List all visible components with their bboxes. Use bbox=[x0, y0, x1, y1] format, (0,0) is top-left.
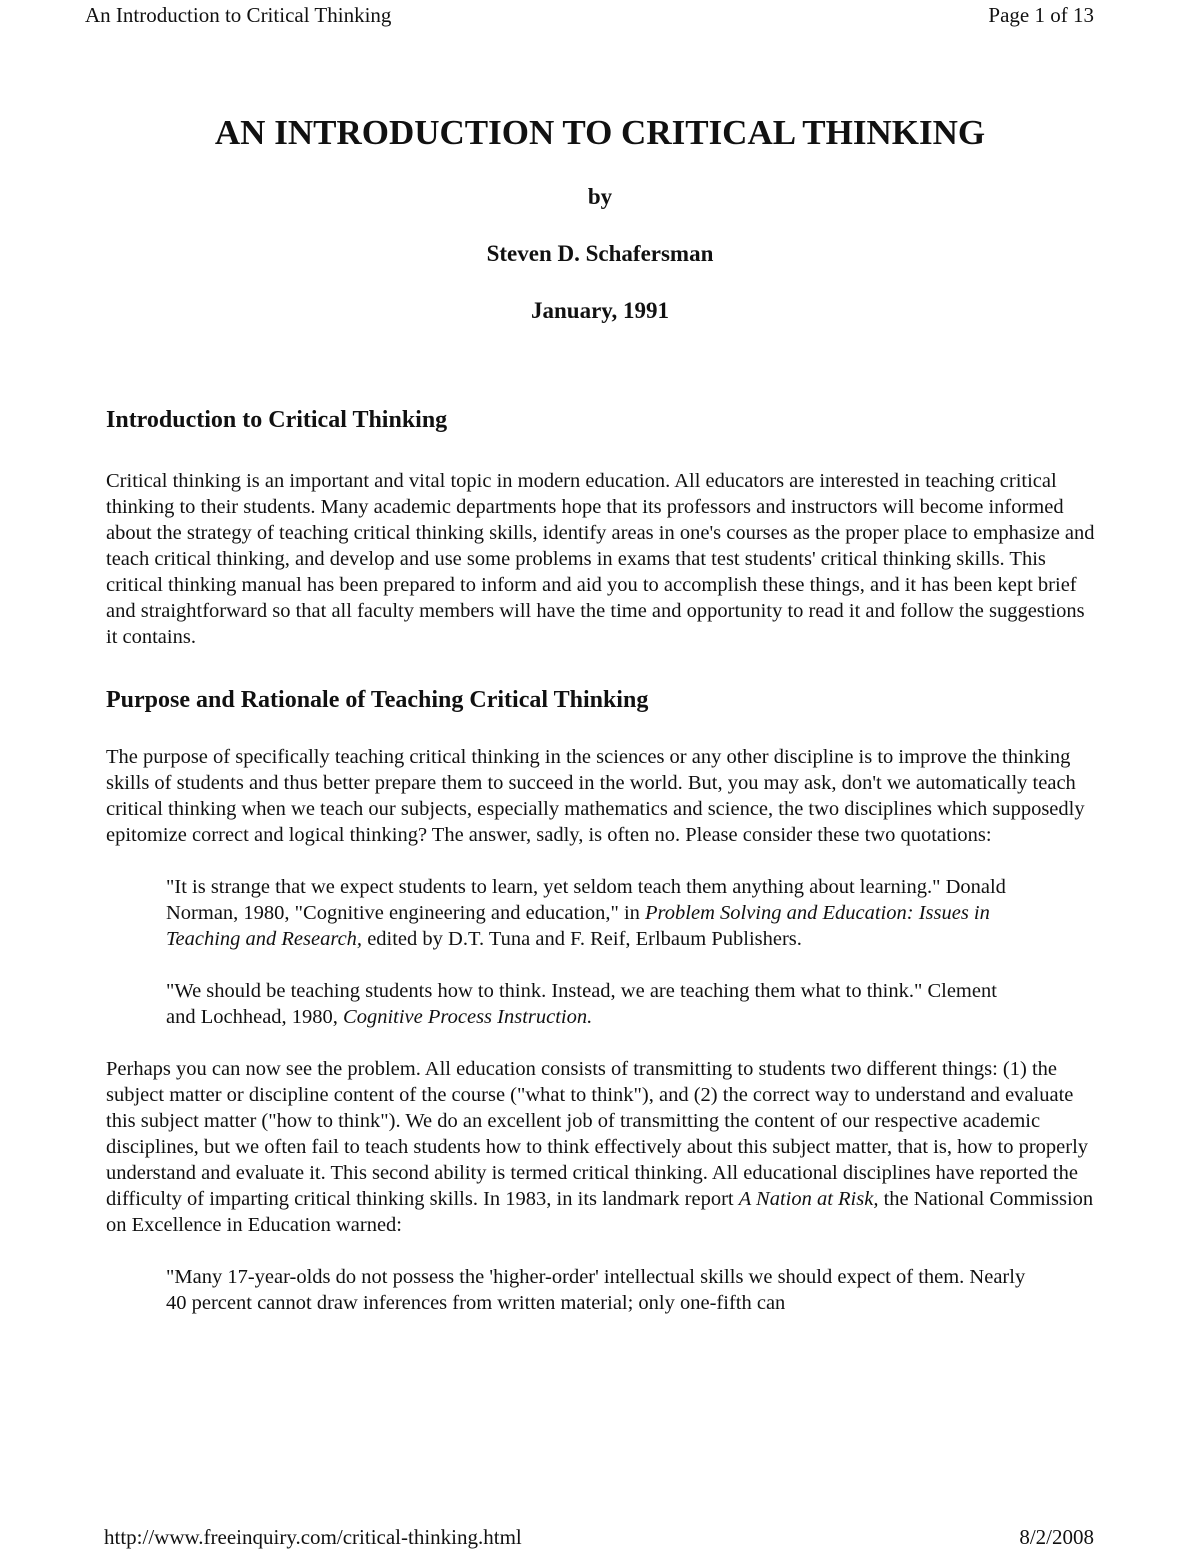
document-body bbox=[106, 404, 1098, 1316]
running-footer bbox=[104, 1524, 1094, 1550]
paragraph-problem-tail: the National Commission on Excellence in Education warned: bbox=[106, 1188, 1094, 1236]
byline: by bbox=[587, 184, 613, 209]
header-document-title: An Introduction to Critical Thinking bbox=[85, 3, 392, 27]
quote-norman-work-title: Problem Solving and Education: Issues in Teaching and Research, bbox=[166, 902, 990, 950]
paragraph-problem-text: Perhaps you can now see the problem. All education consists of transmitting to students two different things: (1) the subject matter or discipline content of the course ("what to think"), and (2) the correct way to understand and evaluate this subject matter ("how to think"). We do an excellent job of transmitting the content of our respective academic disciplines, but we often fail to teach students how to think effectively about this subject matter, that is, how to properly understand and evaluate it. This second ability is termed critical thinking. All educational disciplines have reported the difficulty of imparting critical thinking skills. In 1983, in its landmark report bbox=[106, 1058, 1089, 1210]
header-page-number: Page 1 of 13 bbox=[988, 3, 1094, 27]
footer-date: 8/2/2008 bbox=[1019, 1525, 1094, 1549]
author-name: Steven D. Schafersman bbox=[486, 241, 714, 266]
paragraph-introduction: Critical thinking is an important and vital topic in modern education. All educators are interested in teaching critical thinking to their students. Many academic departments hope that its professors and instructors will become informed about the strategy of teaching critical thinking skills, identify areas in one's courses as the proper place to emphasize and teach critical thinking, and develop and use some problems in exams that test students' critical thinking skills. This critical thinking manual has been prepared to inform and aid you to accomplish these things, and it has been kept brief and straightforward so that all faculty members will have the time and opportunity to read it and follow the suggestions it contains. bbox=[106, 470, 1095, 648]
quote-clement-text: "We should be teaching students how to think. Instead, we are teaching them what to think." Clement and Lochhead, 1980, bbox=[166, 980, 997, 1028]
quote-nation-at-risk: "Many 17-year-olds do not possess the 'higher-order' intellectual skills we should expect of them. Nearly 40 percent cannot draw inferences from written material; only one-fifth can bbox=[166, 1266, 1026, 1314]
publication-date: January, 1991 bbox=[530, 298, 670, 323]
quote-norman-text: "It is strange that we expect students to learn, yet seldom teach them anything about learning." Donald Norman, 1980, "Cognitive engineering and education," in bbox=[166, 876, 1006, 924]
paragraph-problem bbox=[106, 1056, 1098, 1238]
section-heading-purpose: Purpose and Rationale of Teaching Critical Thinking bbox=[106, 687, 649, 713]
quote-clement-work-title: Cognitive Process Instruction. bbox=[343, 1006, 593, 1028]
running-header bbox=[85, 2, 1094, 28]
quote-norman-tail: edited by D.T. Tuna and F. Reif, Erlbaum Publishers. bbox=[362, 928, 802, 950]
section-heading-introduction: Introduction to Critical Thinking bbox=[106, 407, 448, 433]
quote-norman bbox=[166, 874, 1028, 952]
quote-clement-lochhead bbox=[166, 978, 1028, 1030]
paragraph-purpose: The purpose of specifically teaching critical thinking in the sciences or any other discipline is to improve the thinking skills of students and thus better prepare them to succeed in the world. But, you may ask, don't we automatically teach critical thinking when we teach our subjects, especially mathematics and science, the two disciplines which supposedly epitomize correct and logical thinking? The answer, sadly, is often no. Please consider these two quotations: bbox=[106, 746, 1085, 846]
footer-url: http://www.freeinquiry.com/critical-thinking.html bbox=[104, 1525, 522, 1549]
report-title: A Nation at Risk, bbox=[738, 1188, 879, 1210]
document-title: AN INTRODUCTION TO CRITICAL THINKING bbox=[214, 113, 986, 152]
